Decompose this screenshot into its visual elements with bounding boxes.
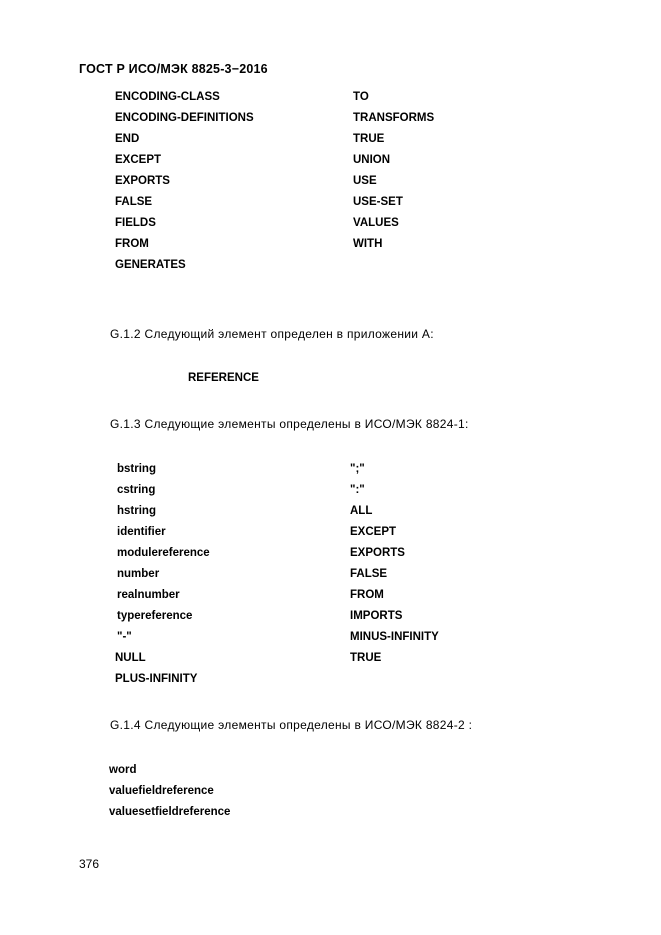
- list-item: ALL: [350, 505, 373, 517]
- list-item: cstring: [117, 484, 156, 496]
- list-item: ENCODING-DEFINITIONS: [115, 112, 254, 124]
- list-item: TRUE: [353, 133, 385, 145]
- list1-left-column: [115, 87, 254, 276]
- list-item: NULL: [115, 652, 146, 664]
- list-item: UNION: [353, 154, 391, 166]
- list-item: realnumber: [117, 589, 180, 601]
- list-item: typereference: [117, 610, 193, 622]
- list-item: valuesetfieldreference: [109, 806, 231, 818]
- list-item: bstring: [117, 463, 156, 475]
- list-item: FALSE: [115, 196, 153, 208]
- list-item: EXPORTS: [350, 547, 405, 559]
- list-item: ":": [350, 484, 365, 496]
- paragraph-g-1-3: G.1.3 Следующие элементы определены в ИСО/МЭК 8824-1:: [110, 417, 469, 431]
- g13-right-column: [350, 459, 439, 669]
- list-item: FALSE: [350, 568, 388, 580]
- list1-right-column: [353, 87, 434, 255]
- paragraph-g-1-2: G.1.2 Следующий элемент определен в приложении А:: [110, 327, 434, 341]
- list-item: IMPORTS: [350, 610, 403, 622]
- list-item: EXCEPT: [115, 154, 162, 166]
- list-item: TRUE: [350, 652, 382, 664]
- list-item: FROM: [115, 238, 149, 250]
- list-item: USE: [353, 175, 377, 187]
- list-item: "-": [117, 631, 132, 643]
- list-item: WITH: [353, 238, 383, 250]
- list-item: FROM: [350, 589, 384, 601]
- list-item: MINUS-INFINITY: [350, 631, 439, 643]
- keyword-reference: REFERENCE: [188, 372, 259, 384]
- list-item: USE-SET: [353, 196, 403, 208]
- g14-column: [109, 760, 230, 823]
- list-item: VALUES: [353, 217, 399, 229]
- list-item: GENERATES: [115, 259, 186, 271]
- list-item: valuefieldreference: [109, 785, 214, 797]
- list-item: FIELDS: [115, 217, 156, 229]
- list-item: EXPORTS: [115, 175, 170, 187]
- list-item: EXCEPT: [350, 526, 397, 538]
- list-item: hstring: [117, 505, 156, 517]
- paragraph-g-1-4: G.1.4 Следующие элементы определены в ИСО/МЭК 8824-2 :: [110, 718, 473, 732]
- list-item: word: [109, 764, 137, 776]
- list-item: END: [115, 133, 140, 145]
- list-item: ENCODING-CLASS: [115, 91, 220, 103]
- list-item: identifier: [117, 526, 166, 538]
- list-item: number: [117, 568, 160, 580]
- g13-left-column: [117, 459, 210, 690]
- document-header: ГОСТ Р ИСО/МЭК 8825-3−2016: [79, 62, 268, 76]
- list-item: TO: [353, 91, 369, 103]
- list-item: PLUS-INFINITY: [115, 673, 198, 685]
- list-item: TRANSFORMS: [353, 112, 435, 124]
- page-number: 376: [79, 857, 100, 871]
- list-item: modulereference: [117, 547, 210, 559]
- list-item: ";": [350, 463, 365, 475]
